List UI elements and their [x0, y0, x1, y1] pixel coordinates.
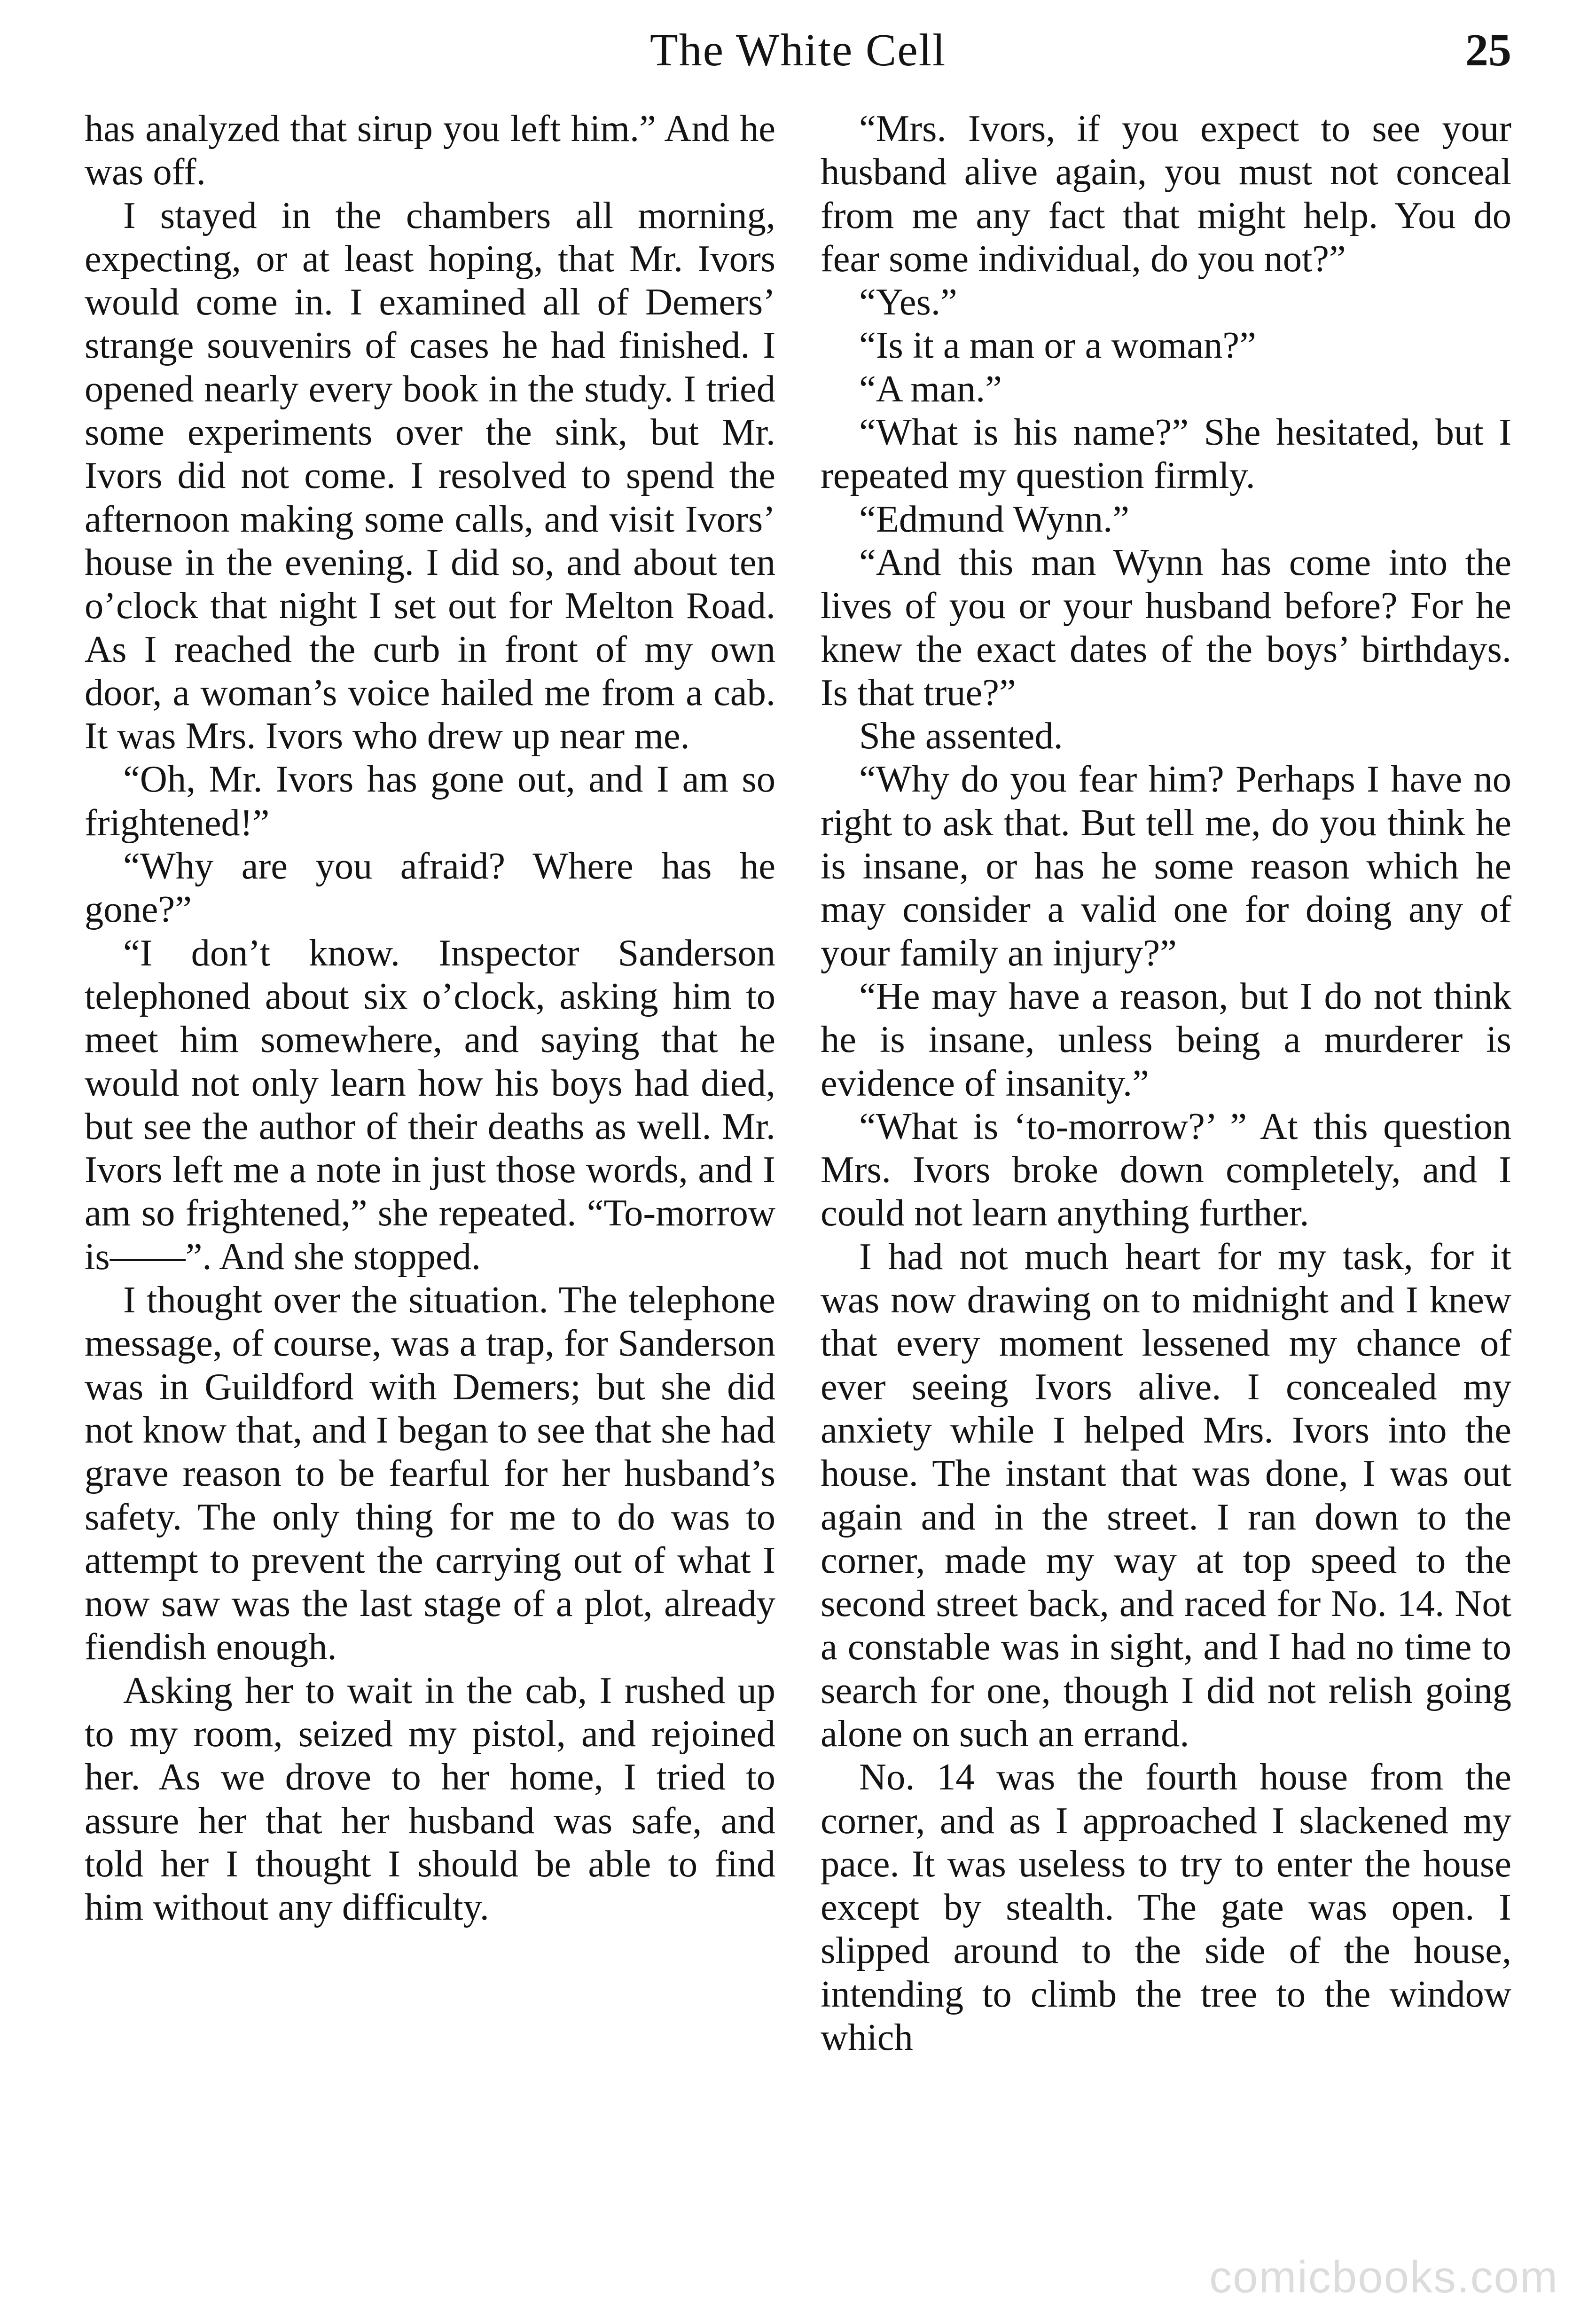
running-head	[85, 20, 1511, 81]
paragraph: No. 14 was the fourth house from the corner, and as I approached I slackened my pace. It was useless to try to enter the house except by stealth. The gate was open. I slipped around to the side of the house, intending to climb the tree to the window which	[821, 1756, 1511, 2059]
left-column	[85, 107, 775, 1929]
paragraph: I stayed in the chambers all morning, expecting, or at least hoping, that Mr. Ivors would come in. I examined all of Demers’ strange souvenirs of cases he had finished. I opened nearly every book in the study. I tried some experiments over the sink, but Mr. Ivors did not come. I resolved to spend the afternoon making some calls, and visit Ivors’ house in the evening. I did so, and about ten o’clock that night I set out for Melton Road. As I reached the curb in front of my own door, a woman’s voice hailed me from a cab. It was Mrs. Ivors who drew up near me.	[85, 194, 775, 757]
paragraph: “Oh, Mr. Ivors has gone out, and I am so frightened!”	[85, 758, 775, 844]
paragraph: “Why are you afraid? Where has he gone?”	[85, 845, 775, 931]
paragraph: “Is it a man or a woman?”	[859, 324, 1256, 367]
paragraph: “Why do you fear him? Perhaps I have no right to ask that. But tell me, do you think he is insane, or has he some reason which he may consider a valid one for doing any of your family an injury?”	[821, 758, 1511, 974]
paragraph: “Mrs. Ivors, if you expect to see your husband alive again, you must not conceal from me any fact that might help. You do fear some individual, do you not?”	[821, 108, 1511, 280]
paragraph: “Yes.”	[859, 281, 957, 323]
paragraph: “Edmund Wynn.”	[859, 498, 1129, 540]
watermark: comicbooks.com	[1209, 2252, 1558, 2302]
running-title: The White Cell	[649, 25, 947, 76]
paragraph: has analyzed that sirup you left him.” And he was off.	[85, 108, 775, 193]
paragraph: “He may have a reason, but I do not think he is insane, unless being a murderer is evidence of insanity.”	[821, 975, 1511, 1104]
paragraph: “I don’t know. Inspector Sanderson telephoned about six o’clock, asking him to meet him somewhere, and saying that he would not only learn how his boys had died, but see the author of their deaths as well. Mr. Ivors left me a note in just those words, and I am so frightened,” she repeated. “To-morrow is——”. And she stopped.	[85, 932, 775, 1278]
paragraph: “What is ‘to-morrow?’ ” At this question Mrs. Ivors broke down completely, and I could not learn anything further.	[821, 1105, 1511, 1234]
right-column	[821, 107, 1511, 2059]
paragraph: “A man.”	[859, 368, 1002, 410]
paragraph: I had not much heart for my task, for it was now drawing on to midnight and I knew that every moment lessened my chance of ever seeing Ivors alive. I concealed my anxiety while I helped Mrs. Ivors into the house. The instant that was done, I was out again and in the street. I ran down to the corner, made my way at top speed to the second street back, and raced for No. 14. Not a constable was in sight, and I had no time to search for one, though I did not relish going alone on such an errand.	[821, 1235, 1511, 1755]
paragraph: “What is his name?” She hesitated, but I repeated my question firmly.	[821, 411, 1511, 497]
paragraph: Asking her to wait in the cab, I rushed up to my room, seized my pistol, and rejoined her. As we drove to her home, I tried to assure her that her husband was safe, and told her I thought I should be able to find him without any difficulty.	[85, 1669, 775, 1929]
paragraph: She assented.	[859, 715, 1063, 757]
paragraph: I thought over the situation. The telephone message, of course, was a trap, for Sanderson was in Guildford with Demers; but she did not know that, and I began to see that she had grave reason to be fearful for her husband’s safety. The only thing for me to do was to attempt to prevent the carrying out of what I now saw was the last stage of a plot, already fiendish enough.	[85, 1279, 775, 1668]
page-number: 25	[1465, 25, 1511, 76]
paragraph: “And this man Wynn has come into the lives of you or your husband before? For he knew the exact dates of the boys’ birthdays. Is that true?”	[821, 541, 1511, 714]
